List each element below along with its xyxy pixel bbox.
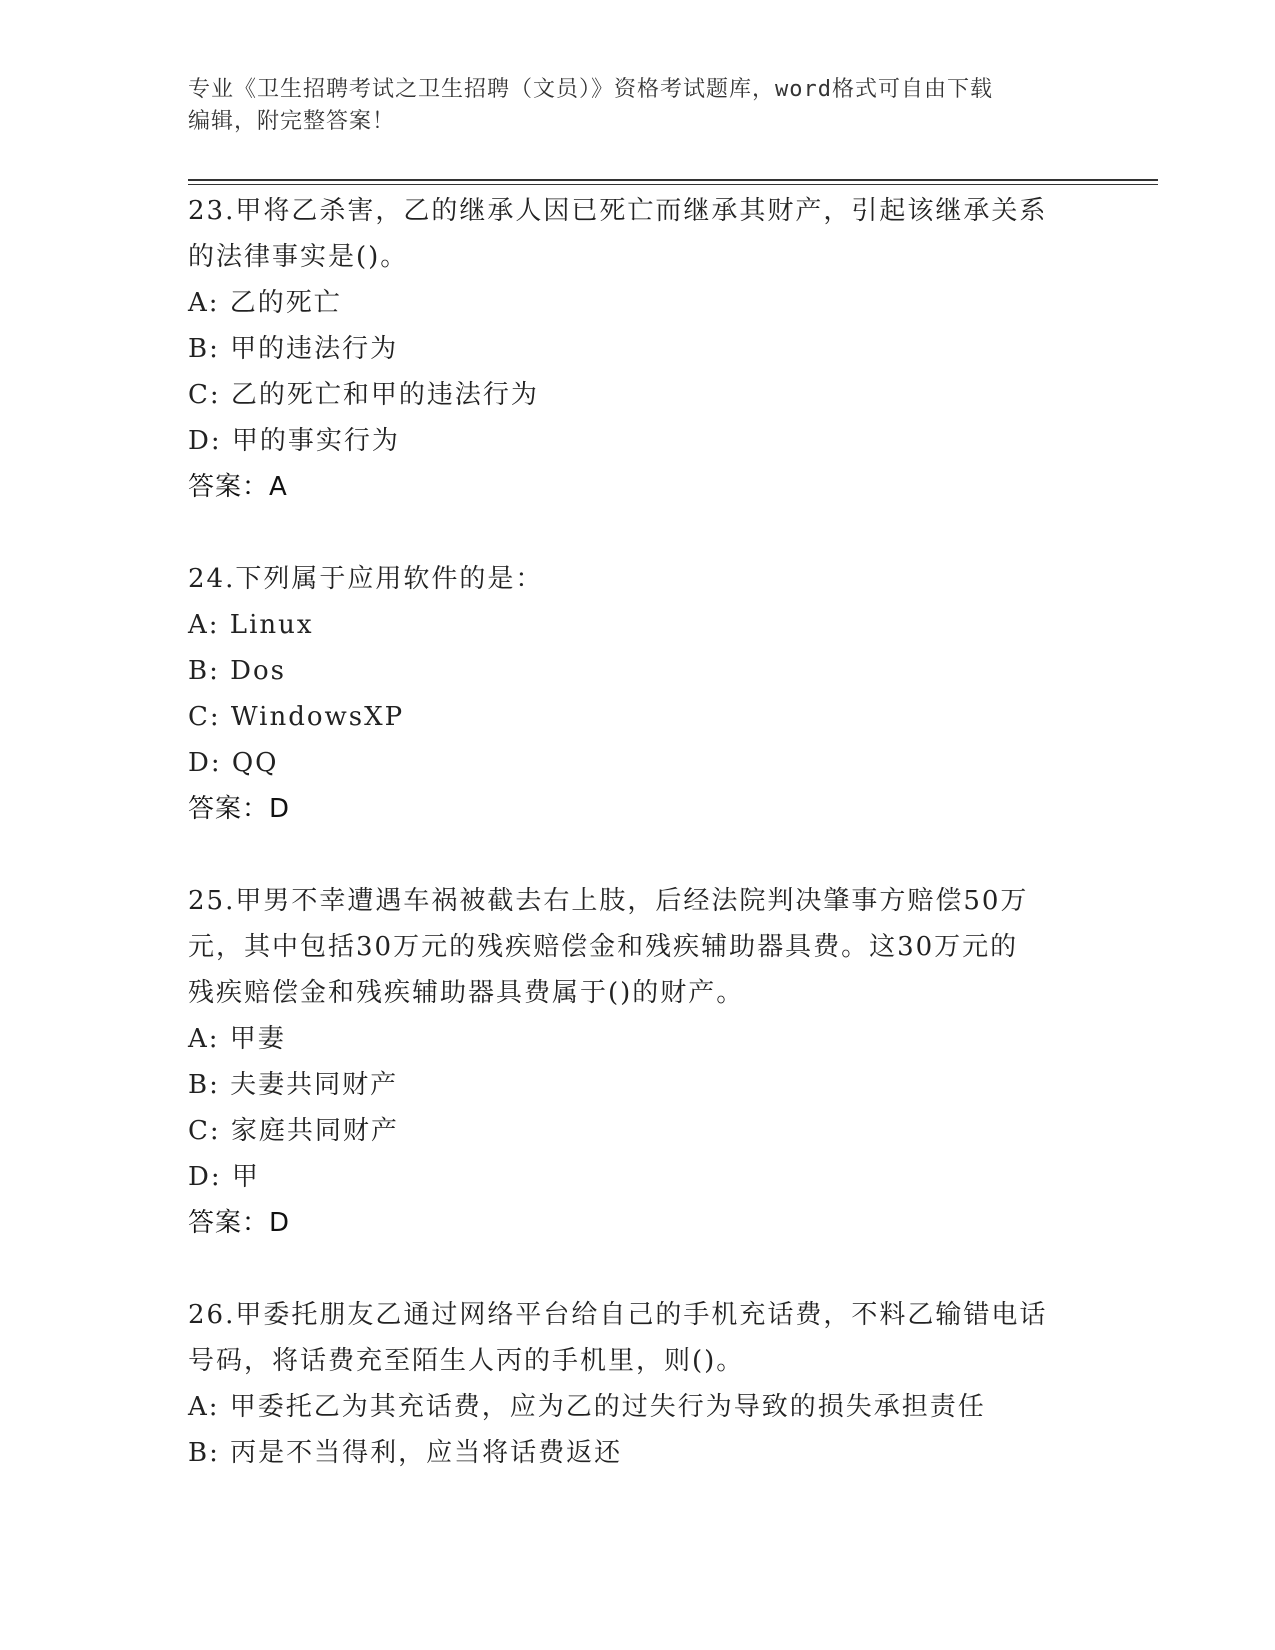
option-b: B: 丙是不当得利，应当将话费返还 <box>188 1438 623 1468</box>
option-d: D: 甲 <box>188 1162 260 1192</box>
question-24 <box>188 556 1088 832</box>
header-divider-thin <box>188 184 1158 185</box>
header-divider-thick <box>188 179 1158 181</box>
stem-line: 号码，将话费充至陌生人丙的手机里，则()。 <box>188 1346 745 1376</box>
document-header <box>188 74 1088 138</box>
option-b: B: 夫妻共同财产 <box>188 1070 399 1100</box>
stem-line: 元，其中包括30万元的残疾赔偿金和残疾辅助器具费。这30万元的 <box>188 932 1019 962</box>
option-b: B: 甲的违法行为 <box>188 334 399 364</box>
stem-line: 23.甲将乙杀害，乙的继承人因已死亡而继承其财产，引起该继承关系 <box>188 196 1048 226</box>
question-stem <box>188 878 1088 1016</box>
stem-line: 的法律事实是()。 <box>188 242 409 272</box>
header-line-2: 编辑，附完整答案！ <box>188 109 396 134</box>
stem-line: 26.甲委托朋友乙通过网络平台给自己的手机充话费，不料乙输错电话 <box>188 1300 1048 1330</box>
header-line-1: 专业《卫生招聘考试之卫生招聘（文员）》资格考试题库，word格式可自由下载 <box>188 77 993 102</box>
stem-line: 24.下列属于应用软件的是： <box>188 564 544 594</box>
question-23 <box>188 188 1088 510</box>
option-d: D: 甲的事实行为 <box>188 426 400 456</box>
option-d: D: QQ <box>188 748 279 778</box>
question-26 <box>188 1292 1088 1476</box>
stem-line: 25.甲男不幸遭遇车祸被截去右上肢，后经法院判决肇事方赔偿50万 <box>188 886 1029 916</box>
answer: 答案：D <box>188 1208 291 1238</box>
question-stem <box>188 556 1088 602</box>
option-a: A: 甲委托乙为其充话费，应为乙的过失行为导致的损失承担责任 <box>188 1392 986 1422</box>
option-c: C: 乙的死亡和甲的违法行为 <box>188 380 539 410</box>
option-b: B: Dos <box>188 656 286 686</box>
option-a: A: 乙的死亡 <box>188 288 342 318</box>
answer: 答案：D <box>188 794 291 824</box>
question-stem <box>188 1292 1088 1384</box>
question-list <box>188 188 1088 1522</box>
question-stem <box>188 188 1088 280</box>
answer: 答案：A <box>188 472 288 502</box>
option-c: C: 家庭共同财产 <box>188 1116 399 1146</box>
option-a: A: Linux <box>188 610 314 640</box>
option-c: C: WindowsXP <box>188 702 405 732</box>
option-a: A: 甲妻 <box>188 1024 286 1054</box>
stem-line: 残疾赔偿金和残疾辅助器具费属于()的财产。 <box>188 978 745 1008</box>
question-25 <box>188 878 1088 1246</box>
